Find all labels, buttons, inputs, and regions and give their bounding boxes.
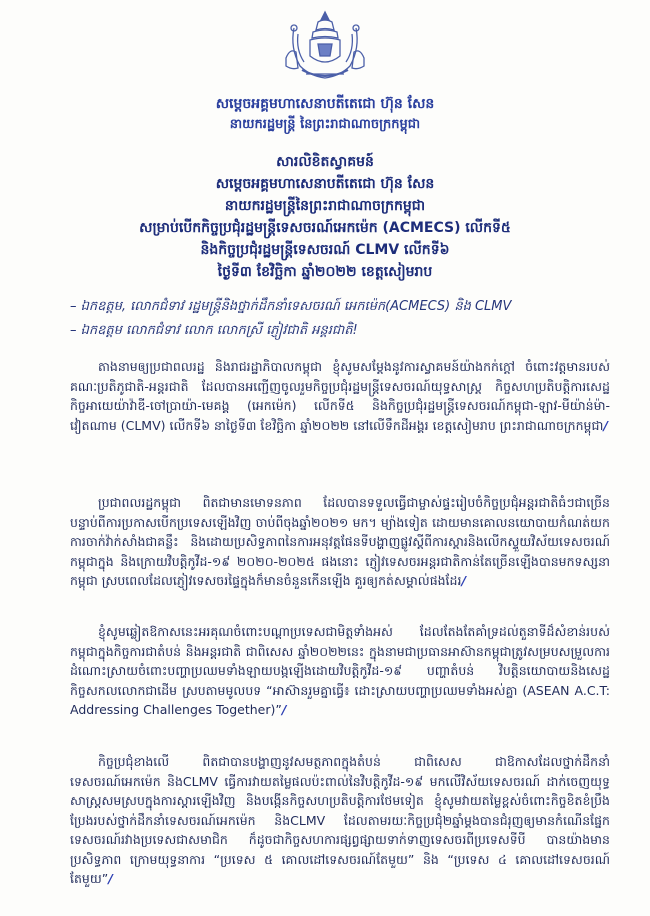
paragraph-3-text: ខ្ញុំសូមឆ្លៀតឱកាសនេះអរគុណចំពោះបណ្តាប្រទេសជាមិត្តទាំងអស់ ដែលតែងតែគាំទ្រដល់តួនាទីដ៏សំខាន់របស់កម្ពុជាក្នុងកិច្ចការជាតំបន់ និងអន្តរជាតិ ជាពិសេស ឆ្នាំ២០២២នេះ ក្នុងនាមជាប្រធានអាស៊ានកម្ពុជាត្រូវសម្របសម្រួលការដំណោះស្រាយចំពោះបញ្ហាប្រឈមទាំងឡាយបង្កឡើងដោយវិបត្តិកូវីដ-១៩ បញ្ហាតំបន់ វិបត្តិនយោបាយនិងសេដ្ឋកិច្ចសកលលោកជាដើម ស្របតាមមូលបទ “អាស៊ានរួមគ្នាធ្វើ៖ ដោះស្រាយបញ្ហាប្រឈមទាំងអស់គ្នា (ASEAN A.C.T: Addressing Challenges Together)”	[70, 624, 610, 717]
royal-coat-of-arms	[280, 8, 370, 86]
pen-mark: /	[108, 871, 113, 886]
greeting-line-1: – ឯកឧត្តម, លោកជំទាវ រដ្ឋមន្ត្រីនិងថ្នាក់ដឹកនាំទេសចរណ៍ អេកម៉េក(ACMECS) និង CLMV	[70, 299, 512, 314]
speech-title-line-6: ថ្ងៃទី៣ ខែវិច្ឆិកា ឆ្នាំ២០២២ ខេត្តសៀមរាប	[217, 264, 433, 280]
pen-mark: /	[281, 702, 287, 717]
paragraph-4	[70, 752, 610, 889]
paragraph-4-text: កិច្ចប្រជុំខាងលើ ពិតជាបានបង្ហាញនូវសមត្ថភាពក្នុងតំបន់ ជាពិសេស ជាឱកាសដែលថ្នាក់ដឹកនាំទេសចរណ៍អេកម៉េក និងCLMV ធ្វើការវាយតម្លៃផលប៉ះពាល់នៃវិបត្តិកូវីដ-១៩ មកលើវិស័យទេសចរណ៍ ដាក់ចេញយុទ្ធសាស្ត្រសមស្របក្នុងការស្តារឡើងវិញ និងបង្កើនកិច្ចសហប្រតិបត្តិការថែមទៀត ខ្ញុំសូមវាយតម្លៃខ្ពស់ចំពោះកិច្ចខិតខំប្រឹងប្រែងរបស់ថ្នាក់ដឹកនាំទេសចរណ៍អេកម៉េក និងCLMV ដែលតាមរយៈកិច្ចប្រជុំ២ឆ្នាំម្តងបានជំរុញឲ្យមានកំណើនផ្នែកទេសចរណ៍រវាងប្រទេសជាសមាជិក ក៏ដូចជាកិច្ចសហការផ្សព្វផ្សាយទាក់ទាញទេសចរពីប្រទេសទីបី បានយ៉ាងមានប្រសិទ្ធភាព ក្រោមយុទ្ធនាការ “ប្រទេស ៥ គោលដៅទេសចរណ៍តែមួយ” និង “ប្រទេស ៤ គោលដៅទេសចរណ៍តែមួយ”	[70, 754, 610, 886]
greeting-line-2: – ឯកឧត្តម លោកជំទាវ លោក លោកស្រី ភ្ញៀវជាតិ អន្តរជាតិ!	[70, 323, 358, 338]
speech-title-line-4: សម្រាប់បើកកិច្ចប្រជុំរដ្ឋមន្ត្រីទេសចរណ៍អេកម៉េក (ACMECS) លើកទី៥	[139, 220, 511, 236]
speech-title-line-2: សម្តេចអគ្គមហាសេនាបតីតេជោ ហ៊ុន សែន	[215, 176, 435, 192]
pen-mark: /	[603, 417, 608, 433]
speech-title-line-5: និងកិច្ចប្រជុំរដ្ឋមន្ត្រីទេសចរណ៍ CLMV លើកទី៦	[200, 242, 450, 258]
paragraph-1-text: តាងនាមឲ្យប្រជាពលរដ្ឋ និងរាជរដ្ឋាភិបាលកម្ពុជា ខ្ញុំសូមសម្តែងនូវការស្វាគមន៍យ៉ាងកក់ក្តៅ ចំពោះវត្តមានរបស់គណៈប្រតិភូជាតិ-អន្តរជាតិ ដែលបានអញ្ជើញចូលរួមកិច្ចប្រជុំរដ្ឋមន្ត្រីទេសចរណ៍យុទ្ធសាស្ត្រ កិច្ចសហប្រតិបត្តិការសេដ្ឋកិច្ចអាយេយ៉ាវ៉ាឌី-ចៅប្រាយ៉ា-មេគង្គ (អេកម៉េក) លើកទី៥ និងកិច្ចប្រជុំរដ្ឋមន្ត្រីទេសចរណ៍កម្ពុជា-ឡាវ-មីយ៉ាន់ម៉ា-វៀតណាម (CLMV) លើកទី៦ នាថ្ងៃទី៣ ខែវិច្ឆិកា ឆ្នាំ២០២២ នៅលើទឹកដីអង្គរ ខេត្តសៀមរាប ព្រះរាជាណាចក្រកម្ពុជា	[70, 359, 610, 433]
paragraph-2-text: ប្រជាពលរដ្ឋកម្ពុជា ពិតជាមានមោទនភាព ដែលបានទទួលធ្វើជាម្ចាស់ផ្ទះរៀបចំកិច្ចប្រជុំអន្តរជាតិធំៗជាច្រើន បន្ទាប់ពីការប្រកាសបើកប្រទេសឡើងវិញ ចាប់ពីចុងឆ្នាំ២០២១ មក។ ម្យ៉ាងទៀត ដោយមានគោលនយោបាយកំណត់យកការចាក់វ៉ាក់សាំងជាគន្លឹះ និងដោយប្រសិទ្ធភាពនៃការអនុវត្តផែនទីបង្ហាញផ្លូវស្តីពីការស្តារនិងលើកស្ទួយវិស័យទេសចរណ៍កម្ពុជាក្នុង និងក្រោយវិបត្តិកូវីដ-១៩ ២០២០-២០២៥ ផងនោះ ភ្ញៀវទេសចរអន្តរជាតិកាន់តែច្រើនឡើងបានមកទស្សនាកម្ពុជា ស្របពេលដែលភ្ញៀវទេសចរផ្ទៃក្នុងក៏មានចំនួនកើនឡើង គួរឲ្យកត់សម្គាល់ផងដែរ	[70, 495, 610, 588]
header-name: សម្តេចអគ្គមហាសេនាបតីតេជោ ហ៊ុន សែន	[215, 96, 435, 112]
speech-title-line-1: សារលិខិតស្វាគមន៍	[276, 154, 374, 170]
paragraph-2	[70, 493, 610, 591]
paragraph-1	[70, 357, 610, 435]
pen-mark: /	[461, 573, 467, 588]
header-position: នាយករដ្ឋមន្ត្រី នៃព្រះរាជាណាចក្រកម្ពុជា	[229, 117, 421, 132]
speech-title-line-3: នាយករដ្ឋមន្ត្រីនៃព្រះរាជាណាចក្រកម្ពុជា	[224, 198, 426, 214]
paragraph-3	[70, 622, 610, 720]
